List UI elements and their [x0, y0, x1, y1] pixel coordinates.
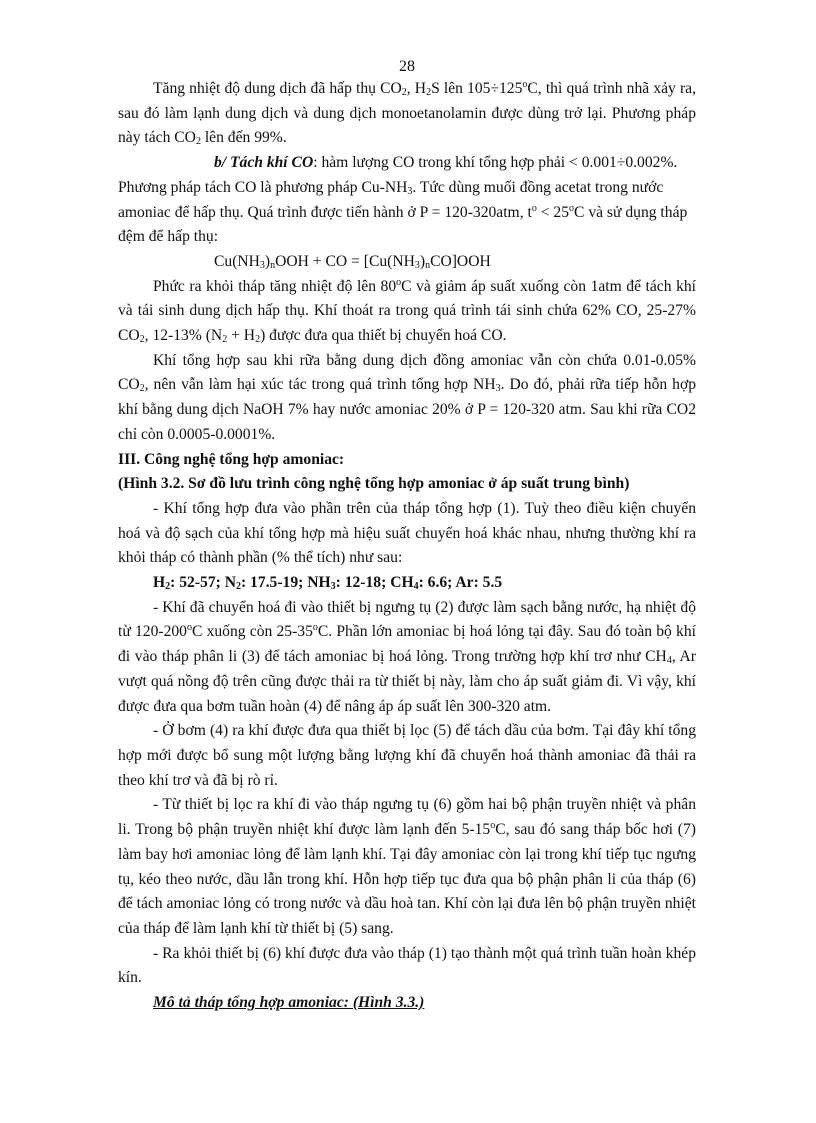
paragraph-naoh-wash: Khí tổng hợp sau khi rữa bằng dung dịch đồng amoniac vẫn còn chứa 0.01-0.05% $CO_2$, nên vẫn làm hại xúc tác trong quá trình tổng hợp $NH_3$. Do đó, phải rữa tiếp hỗn hợp khí bằng dung dịch NaOH 7% hay nước amoniac 20% ở P = 120-320 atm. Sau khi rữa CO2 chỉ còn 0.0005-0.0001%. [118, 351, 697, 443]
paragraph-condenser: - Khí đã chuyển hoá đi vào thiết bị ngưng tụ (2) được làm sạch bằng nước, hạ nhiệt độ từ 120-200$^o$C xuống còn 25-35$^o$C. Phần lớn amoniac bị hoá lỏng tại đây. Sau đó toàn bộ khí đi vào tháp phân li (3) để tách amoniac bị hoá lỏng. Trong trường hợp khí trơ như $CH_4$, Ar vượt quá nồng độ trên cũng được thải ra từ thiết bị này, làm cho áp suất giảm đi. Vì vậy, khí được đưa qua bơm tuần hoàn (4) để nâng áp áp suất lên 300-320 atm. [118, 598, 696, 715]
paragraph-regeneration: Phức ra khỏi tháp tăng nhiệt độ lên 80$^o$C và giảm áp suất xuống còn 1atm để tách khí và tái sinh dung dịch hấp thụ. Khí thoát ra trong quá trình tái sinh chứa 62% CO, 25-27% $CO_2$, 12-13% $(N_2 + H_2)$ được đưa qua thiết bị chuyển hoá CO. [118, 276, 696, 346]
figure-caption-3-2: (Hình 3.2. Sơ đồ lưu trình công nghệ tổng hợp amoniac ở áp suất trung bình) [118, 475, 630, 493]
paragraph-closed-loop: - Ra khỏi thiết bị (6) khí được đưa vào tháp (1) tạo thành một quá trình tuần hoàn khép kín. [118, 944, 696, 987]
section-heading-iii: III. Công nghệ tổng hợp amoniac: [118, 450, 345, 468]
document-body [118, 77, 696, 1016]
subheading-tower-description: Mô tả tháp tổng hợp amoniac: (Hình 3.3.) [153, 994, 425, 1012]
paragraph-co-removal: b/ Tách khí CO: hàm lượng CO trong khí tổng hợp phải < 0.001÷0.002%. Phương pháp tách CO là phương pháp $Cu-NH_3$. Tức dùng muối đồng acetat trong nước amoniac để hấp thụ. Quá trình được tiến hành ở P = 120-320atm, $t^o < 25^oC$ và sử dụng tháp đệm để hấp thụ: [118, 154, 688, 246]
paragraph-synthesis-tower: - Khí tổng hợp đưa vào phần trên của tháp tổng hợp (1). Tuỳ theo điều kiện chuyển hoá và độ sạch của khí tổng hợp mà hiệu suất chuyển hoá khác nhau, nhưng thường khí ra khỏi tháp có thành phần (% thể tích) như sau: [118, 499, 696, 567]
paragraph-oil-filter: - Ở bơm (4) ra khí được đưa qua thiết bị lọc (5) để tách dầu của bơm. Tại đây khí tổng hợp mới được bổ sung một lượng bằng lượng khí đã chuyển hoá thành amoniac đã thải ra theo khí trơ và đã bị rò rỉ. [118, 722, 696, 789]
page-number: 28 [399, 58, 415, 75]
section-heading-co: b/ Tách khí CO [214, 154, 314, 172]
gas-composition: $H_2$: 52-57; $N_2$: 17.5-19; $NH_3$: 12-18; $CH_4$: 6.6; Ar: 5.5 [153, 574, 503, 593]
paragraph-condensing-tower: - Từ thiết bị lọc ra khí đi vào tháp ngưng tụ (6) gồm hai bộ phận truyền nhiệt và phân li. Trong bộ phận truyền nhiệt khí được làm lạnh đến 5-15$^o$C, sau đó sang tháp bốc hơi (7) làm bay hơi amoniac lỏng để làm lạnh khí. Tại đây amoniac còn lại trong khí tiếp tục ngưng tụ, kéo theo nước, dầu lẫn trong khí. Hỗn hợp tiếp tục đưa qua bộ phận phân li của tháp (6) để tách amoniac lỏng có trong nước và dầu hoà tan. Khí còn lại đưa lên bộ phận truyền nhiệt của tháp để làm lạnh khí từ thiết bị (5) sang. [118, 796, 696, 937]
paragraph-co2-desorption: Tăng nhiệt độ dung dịch đã hấp thụ $CO_2$, $H_2S$ lên $105\div 125^oC$, thì quá trình nhã xảy ra, sau đó làm lạnh dung dịch và dung dịch monoetanolamin được dùng trở lại. Phương pháp này tách $CO_2$ lên đến 99%. [118, 79, 696, 148]
chemical-equation: $Cu(NH_3)_nOOH$ + CO = $[Cu(NH_3)_nCO]OOH$ [214, 252, 491, 271]
